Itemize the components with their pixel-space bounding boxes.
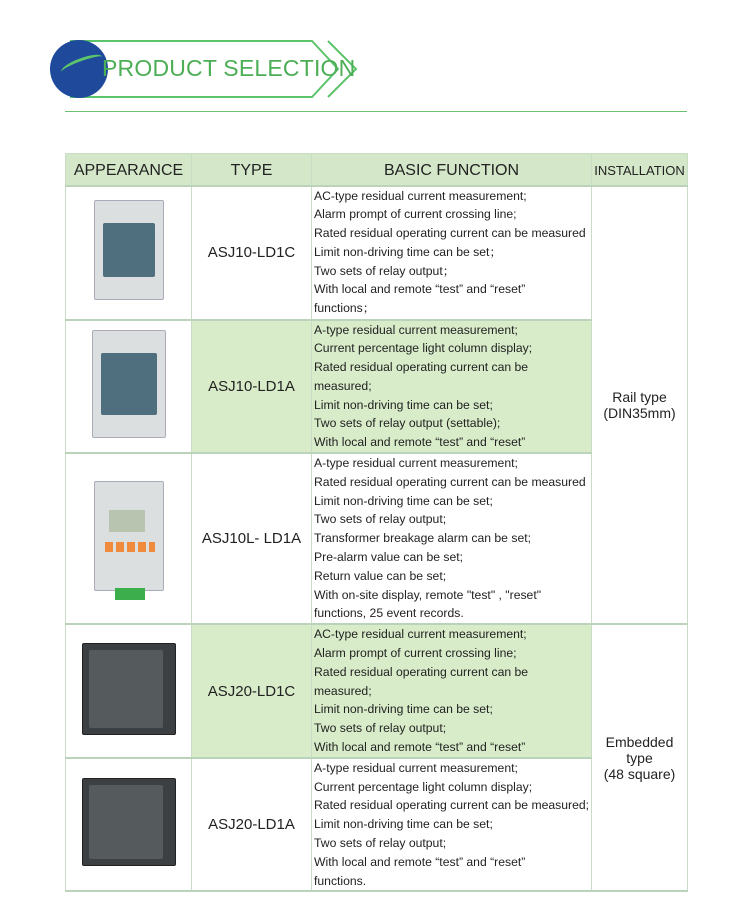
function-item: Alarm prompt of current crossing line;	[314, 646, 517, 661]
product-image	[82, 778, 176, 866]
function-item: Rated residual operating current can be	[314, 360, 529, 375]
function-item: functions.	[314, 873, 367, 888]
product-type: ASJ10-LD1A	[192, 320, 312, 454]
function-item: AC-type residual current measurement;	[314, 627, 527, 642]
function-item: With on-site display, remote "test" , "reset"	[314, 587, 542, 602]
installation-label: (DIN35mm)	[603, 404, 676, 421]
function-item: Two sets of relay output;	[314, 512, 447, 527]
function-list	[312, 186, 592, 320]
product-type: ASJ20-LD1A	[192, 758, 312, 892]
function-item: Current percentage light column display;	[314, 779, 533, 794]
function-item: Rated residual operating current can be measured	[314, 474, 586, 489]
function-item: Two sets of relay output;	[314, 836, 447, 851]
function-item: Rated residual operating current can be	[314, 664, 529, 679]
function-item: Return value can be set;	[314, 568, 447, 583]
function-item: functions, 25 event records.	[314, 606, 464, 621]
function-list	[312, 624, 592, 758]
installation-label: (48 square)	[603, 765, 676, 782]
company-logo	[50, 40, 108, 98]
product-type: ASJ20-LD1C	[192, 624, 312, 758]
function-item: Limit non-driving time can be set;	[314, 817, 493, 832]
table-row	[66, 186, 688, 320]
function-list	[312, 320, 592, 454]
product-type: ASJ10L- LD1A	[192, 453, 312, 624]
installation-label: Rail type	[612, 388, 667, 405]
column-header: BASIC FUNCTION	[312, 154, 592, 186]
function-item: Limit non-driving time can be set;	[314, 493, 493, 508]
divider	[65, 111, 687, 112]
table-row	[66, 624, 688, 758]
function-item: measured;	[314, 378, 372, 393]
function-item: measured;	[314, 683, 372, 698]
column-header: APPEARANCE	[66, 154, 192, 186]
installation-rail	[592, 186, 688, 625]
function-item: A-type residual current measurement;	[314, 456, 518, 471]
function-item: functions；	[314, 301, 375, 316]
function-list	[312, 758, 592, 892]
product-type: ASJ10-LD1C	[192, 186, 312, 320]
function-item: Two sets of relay output；	[314, 263, 455, 278]
function-item: Limit non-driving time can be set;	[314, 397, 493, 412]
function-item: Limit non-driving time can be set;	[314, 702, 493, 717]
page-title: PRODUCT SELECTION	[102, 55, 356, 81]
function-item: Two sets of relay output;	[314, 721, 447, 736]
product-image	[94, 481, 164, 591]
function-item: Transformer breakage alarm can be set;	[314, 531, 531, 546]
function-item: Two sets of relay output (settable);	[314, 416, 501, 431]
installation-embedded	[592, 624, 688, 891]
product-image	[82, 643, 176, 735]
function-item: Current percentage light column display;	[314, 341, 533, 356]
function-list	[312, 453, 592, 624]
function-item: Alarm prompt of current crossing line;	[314, 207, 517, 222]
product-image	[92, 330, 166, 438]
function-item: With local and remote “test” and “reset”	[314, 740, 526, 755]
function-item: With local and remote “test” and “reset”	[314, 282, 526, 297]
function-item: With local and remote “test” and “reset”	[314, 854, 526, 869]
function-item: Limit non-driving time can be set；	[314, 244, 502, 259]
function-item: AC-type residual current measurement;	[314, 188, 527, 203]
function-item: With local and remote “test” and “reset”	[314, 435, 526, 450]
function-item: Pre-alarm value can be set;	[314, 550, 464, 565]
function-item: Rated residual operating current can be measured	[314, 226, 586, 241]
function-item: A-type residual current measurement;	[314, 322, 518, 337]
installation-label: Embedded type	[605, 733, 674, 766]
column-header: TYPE	[192, 154, 312, 186]
function-item: A-type residual current measurement;	[314, 760, 518, 775]
product-image	[94, 200, 164, 300]
column-header: INSTALLATION	[592, 154, 688, 186]
table-header	[66, 154, 688, 186]
product-selection-table	[65, 153, 688, 892]
function-item: Rated residual operating current can be measured;	[314, 798, 590, 813]
